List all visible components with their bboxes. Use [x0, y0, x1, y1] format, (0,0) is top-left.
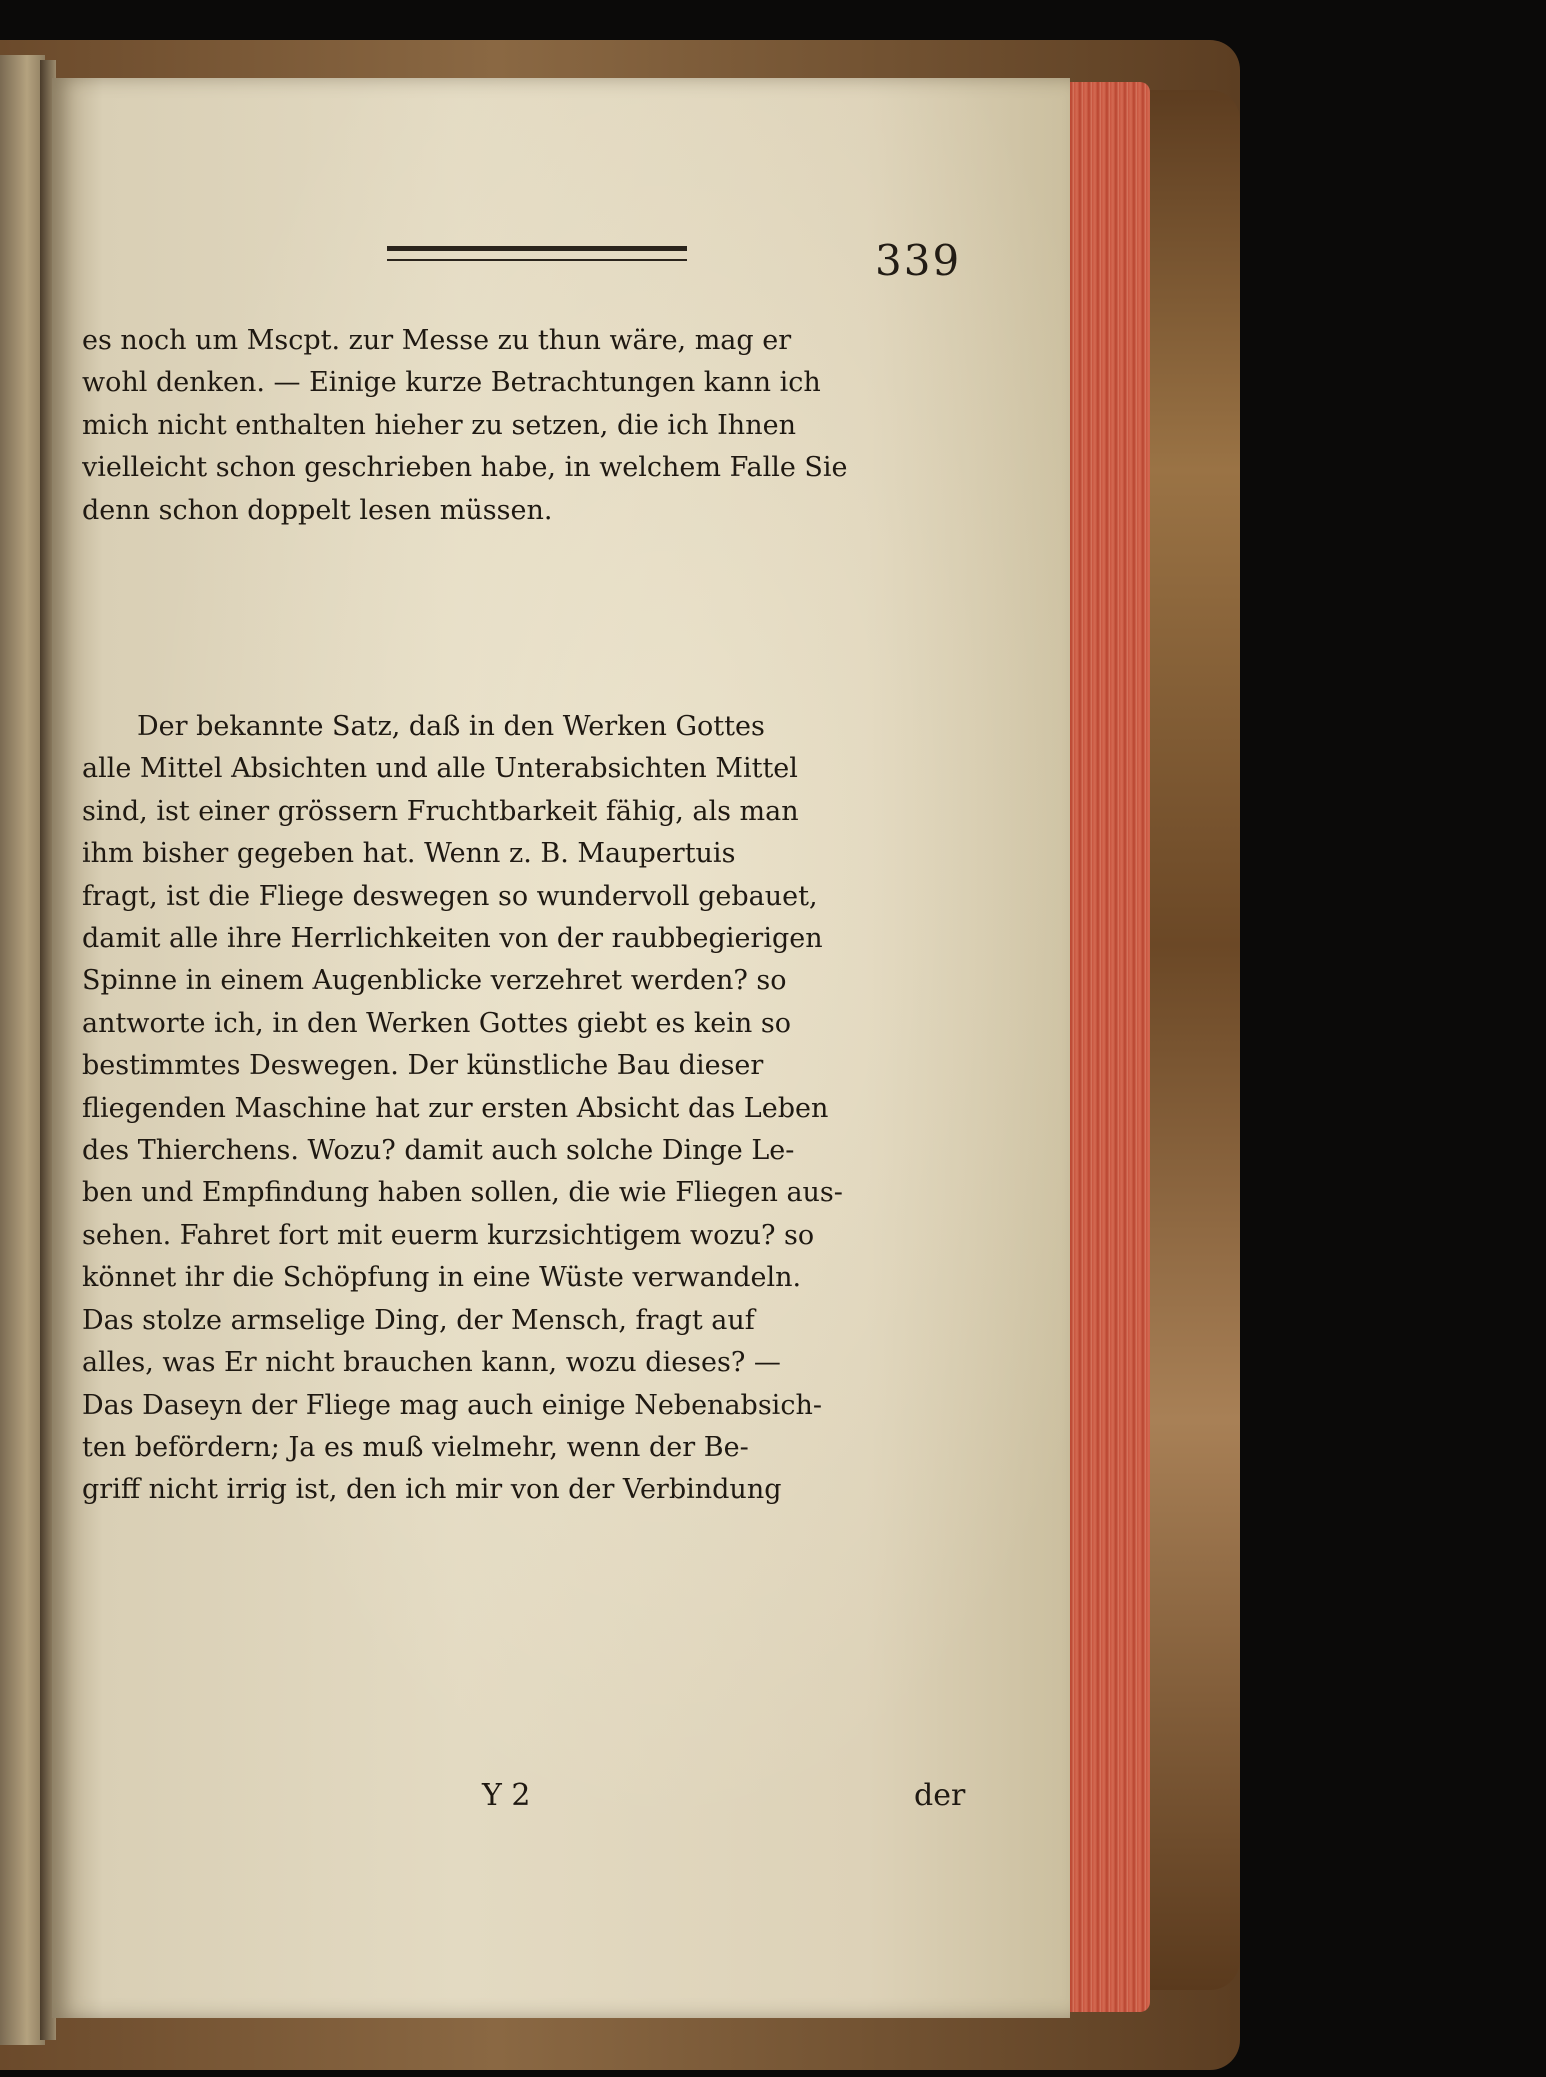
left-page-edge	[0, 55, 45, 2045]
text-line: wohl denken. — Einige kurze Betrachtungen kann ich	[82, 367, 821, 399]
text-line: des Thierchens. Wozu? damit auch solche Dinge Le-	[82, 1135, 795, 1167]
text-line: Das stolze armselige Ding, der Mensch, fragt auf	[82, 1304, 755, 1336]
text-line: alles, was Er nicht brauchen kann, wozu dieses? —	[82, 1347, 781, 1379]
paragraph-2	[82, 706, 962, 1512]
text-line: antworte ich, in den Werken Gottes giebt es kein so	[82, 1007, 791, 1039]
header-rule	[387, 246, 687, 261]
text-line: fragt, ist die Fliege deswegen so wundervoll gebauet,	[82, 880, 818, 912]
signature-mark: Y 2	[482, 1778, 531, 1813]
text-line: vielleicht schon geschrieben habe, in welchem Falle Sie	[82, 452, 848, 484]
text-line: Der bekannte Satz, daß in den Werken Gottes	[137, 711, 765, 742]
text-line: denn schon doppelt lesen müssen.	[82, 494, 553, 526]
page-footer	[52, 1778, 1070, 1828]
page-number: 339	[875, 236, 962, 285]
paragraph-1	[82, 320, 962, 532]
text-line: Das Daseyn der Fliege mag auch einige Nebenabsich-	[82, 1389, 822, 1421]
text-line: damit alle ihre Herrlichkeiten von der raubbegierigen	[82, 923, 823, 955]
leather-spine-edge	[1150, 90, 1240, 1990]
text-line: ben und Empfindung haben sollen, die wie Fliegen aus-	[82, 1177, 843, 1209]
book-page	[52, 78, 1070, 2018]
text-line: bestimmtes Deswegen. Der künstliche Bau dieser	[82, 1050, 764, 1082]
text-line: sehen. Fahret fort mit euerm kurzsichtigem wozu? so	[82, 1219, 815, 1251]
text-line: ihm bisher gegeben hat. Wenn z. B. Maupertuis	[82, 838, 736, 870]
catchword: der	[914, 1778, 966, 1813]
text-line: ten befördern; Ja es muß vielmehr, wenn der Be-	[82, 1431, 749, 1463]
text-line: mich nicht enthalten hieher zu setzen, die ich Ihnen	[82, 409, 796, 441]
text-line: griff nicht irrig ist, den ich mir von der Verbindung	[82, 1474, 782, 1506]
text-line: sind, ist einer grössern Fruchtbarkeit fähig, als man	[82, 795, 799, 827]
text-line: fliegenden Maschine hat zur ersten Absicht das Leben	[82, 1092, 829, 1124]
page-edges-red	[1065, 82, 1150, 2012]
text-line: könnet ihr die Schöpfung in eine Wüste verwandeln.	[82, 1262, 802, 1294]
text-line: es noch um Mscpt. zur Messe zu thun wäre, mag er	[82, 325, 792, 356]
text-line: Spinne in einem Augenblicke verzehret werden? so	[82, 965, 787, 997]
text-line: alle Mittel Absichten und alle Unterabsichten Mittel	[82, 753, 798, 785]
